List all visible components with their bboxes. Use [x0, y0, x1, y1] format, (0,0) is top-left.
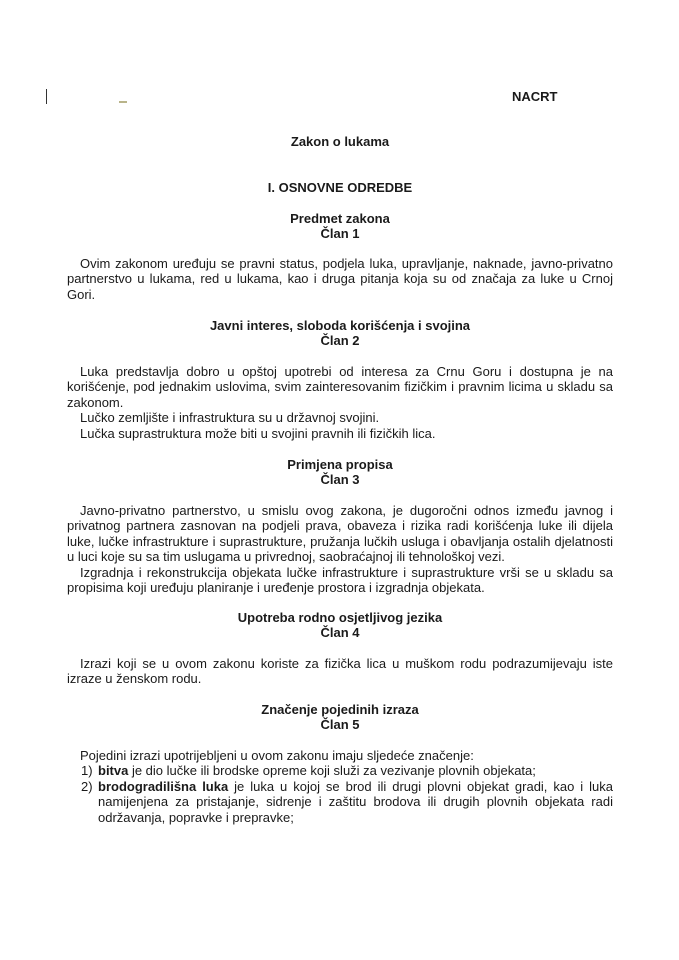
article-1-body: [67, 256, 613, 302]
article-number: Član 1: [320, 226, 360, 242]
document-title: Zakon o lukama: [290, 134, 390, 149]
paragraph: Izgradnja i rekonstrukcija objekata lučke infrastrukture i suprastrukture vrši se u skladu sa propisima koji uređuju planiranje i uređenje prostora i izgradnja objekata.: [67, 564, 613, 596]
article-heading: Primjena propisa: [287, 457, 393, 472]
article-heading: Značenje pojedinih izraza: [261, 702, 419, 717]
article-heading: Upotreba rodno osjetljivog jezika: [237, 610, 443, 625]
defined-term: brodogradilišna luka: [98, 778, 229, 794]
article-number: Član 2: [320, 333, 360, 349]
article-heading: Predmet zakona: [290, 211, 390, 226]
paragraph: Lučko zemljište i infrastruktura su u državnoj svojini.: [80, 410, 380, 426]
paragraph: Javno-privatno partnerstvo, u smislu ovog zakona, je dugoročni odnos između javnog i privatnog partnera zasnovan na podjeli prava, obaveza i rizika radi korišćenja luke ili dijela luke, lučke infrastrukture i suprastrukture, pružanja lučkih usluga i obavljanja ostalih djelatnosti u luci koje su sa tim uslugama u privrednoj, saobraćajnoj ili tehnološkoj vezi.: [67, 503, 613, 565]
definitions-list: [67, 763, 613, 825]
article-4-body: [67, 656, 613, 687]
list-item: [67, 779, 613, 825]
article-5-body: [67, 748, 613, 825]
paragraph: Lučka suprastruktura može biti u svojini pravnih ili fizičkih lica.: [80, 425, 436, 441]
article-number: Član 4: [320, 625, 360, 641]
article-4-heading: [67, 610, 613, 641]
paragraph: Pojedini izrazi upotrijebljeni u ovom zakonu imaju sljedeće značenje:: [80, 748, 474, 763]
definition-text: je luka u kojoj se brod ili drugi plovni objekat gradi, kao i luka namijenjena za pristajanje, sidrenje i zaštitu brodova ili drugih plovnih objekata radi održavanja, popravke i prepravke;: [98, 778, 613, 825]
article-2-heading: [67, 318, 613, 349]
article-heading: Javni interes, sloboda korišćenja i svojina: [209, 318, 471, 333]
article-5-heading: [67, 702, 613, 733]
item-number: 1): [81, 763, 93, 779]
definition-text: je dio lučke ili brodske opreme koji služi za vezivanje plovnih objekata;: [128, 763, 536, 779]
item-number: 2): [81, 778, 93, 794]
list-item: [67, 763, 613, 778]
text-cursor: [46, 89, 47, 104]
decorative-mark: [119, 101, 127, 103]
article-2-body: [67, 364, 613, 441]
article-number: Član 3: [320, 472, 360, 488]
draft-label: NACRT: [512, 89, 558, 104]
article-number: Član 5: [320, 717, 360, 733]
article-3-heading: [67, 457, 613, 488]
paragraph: Ovim zakonom uređuju se pravni status, podjela luka, upravljanje, naknade, javno-privatno partnerstvo u lukama, red u lukama, kao i druga pitanja koja su od značaja za luke u Crnoj Gori.: [67, 256, 613, 302]
article-1-heading: [67, 211, 613, 242]
paragraph: Luka predstavlja dobro u opštoj upotrebi od interesa za Crnu Goru i dostupna je na korišćenje, pod jednakim uslovima, svim zainteresovanim fizičkim i pravnim licima u skladu sa zakonom.: [67, 364, 613, 410]
defined-term: bitva: [98, 763, 129, 779]
chapter-heading: I. OSNOVNE ODREDBE: [267, 180, 413, 195]
paragraph: Izrazi koji se u ovom zakonu koriste za fizička lica u muškom rodu podrazumijevaju iste izraze u ženskom rodu.: [67, 656, 613, 687]
article-3-body: [67, 503, 613, 595]
